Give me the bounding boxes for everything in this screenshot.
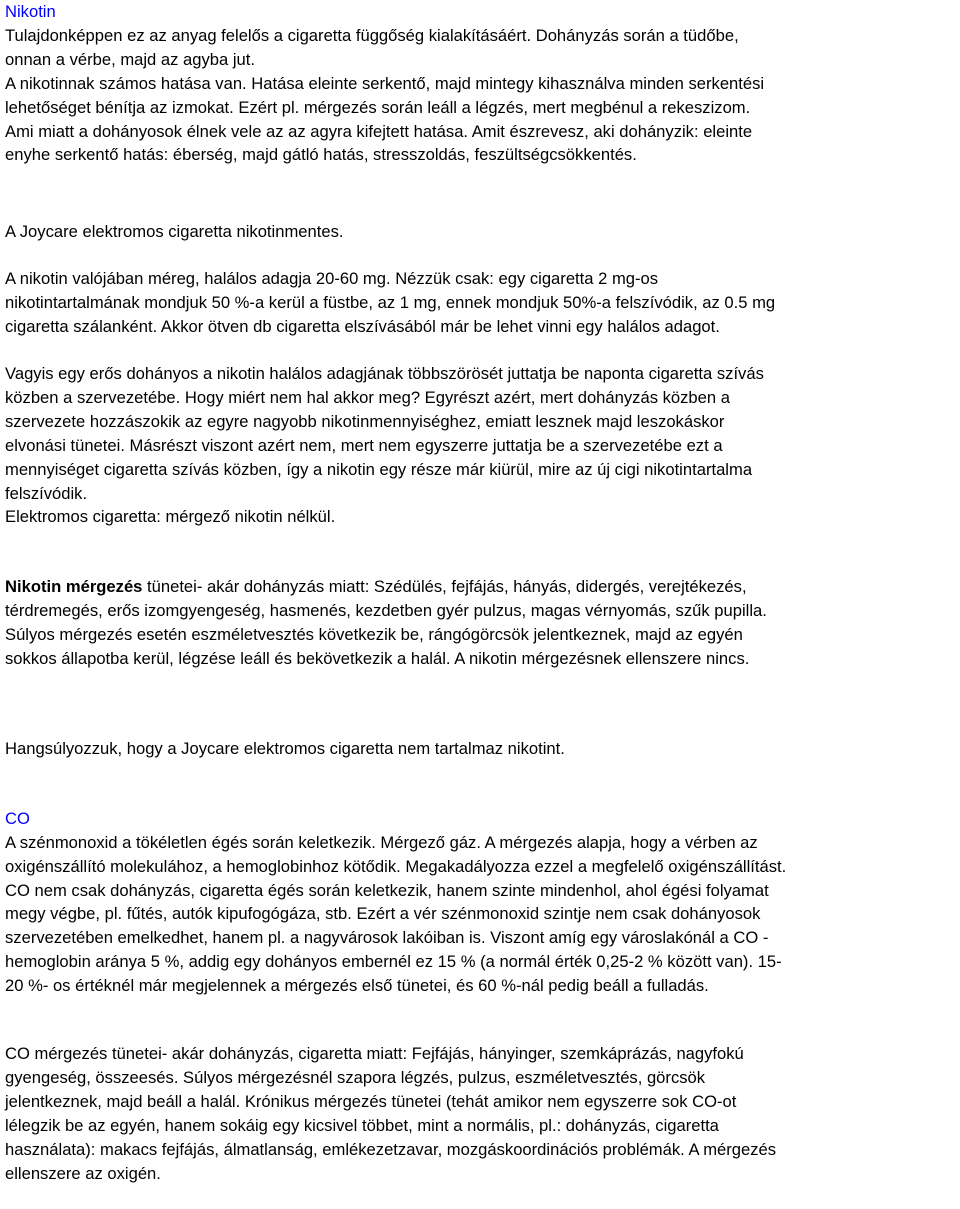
paragraph-eros-dohanyos bbox=[5, 362, 960, 529]
text-line: jelentkeznek, majd beáll a halál. Krónikus mérgezés tünetei (tehát amikor nem egyszerre sok CO-ot bbox=[5, 1091, 737, 1111]
text-line: ellenszere az oxigén. bbox=[5, 1163, 161, 1183]
text-line: Ami miatt a dohányosok élnek vele az az agyra kifejtett hatása. Amit észrevesz, aki dohányzik: eleinte bbox=[5, 121, 753, 141]
text-line: A nikotin valójában méreg, halálos adagja 20-60 mg. Nézzük csak: egy cigaretta 2 mg-os bbox=[5, 269, 659, 289]
text-line: szervezetében emelkedhet, hanem pl. a nagyvárosok lakóiban is. Viszont amíg egy városlakónál a CO - bbox=[5, 928, 769, 948]
text-line: közben a szervezetébe. Hogy miért nem hal akkor meg? Egyrészt azért, mert dohányzás közben a bbox=[5, 387, 730, 407]
bold-term: Nikotin mérgezés bbox=[5, 577, 143, 597]
text-line: A nikotinnak számos hatása van. Hatása eleinte serkentő, majd mintegy kihasználva minden serkentési bbox=[5, 73, 765, 93]
text-line: Hangsúlyozzuk, hogy a Joycare elektromos cigaretta nem tartalmaz nikotint. bbox=[5, 738, 565, 758]
paragraph-nikotin-intro bbox=[5, 24, 960, 167]
text-line: használata): makacs fejfájás, álmatlanság, emlékezetzavar, mozgáskoordinációs problémák. A mérgezés bbox=[5, 1139, 777, 1159]
paragraph-hangsulyozzuk bbox=[5, 737, 960, 761]
text-line: Elektromos cigaretta: mérgező nikotin nélkül. bbox=[5, 507, 336, 527]
text-line bbox=[5, 575, 960, 599]
text-line: felszívódik. bbox=[5, 483, 88, 503]
text-line: CO nem csak dohányzás, cigaretta égés során keletkezik, hanem szinte mindenhol, ahol égési folyamat bbox=[5, 880, 769, 900]
text-line: gyengeség, összeesés. Súlyos mérgezésnél szapora légzés, pulzus, eszméletvesztés, görcsök bbox=[5, 1068, 706, 1087]
text-line: lélegzik be az egyén, hanem sokáig egy kicsivel többet, mint a normális, pl.: dohányzás, cigaretta bbox=[5, 1115, 719, 1135]
text-line: Súlyos mérgezés esetén eszméletvesztés következik be, rángógörcsök jelentkeznek, majd az egyén bbox=[5, 625, 743, 645]
text-line: oxigénszállító molekulához, a hemoglobinhoz kötődik. Megakadályozza ezzel a megfelelő oxigénszállítást. bbox=[5, 856, 787, 876]
text-line: nikotintartalmának mondjuk 50 %-a kerül a füstbe, az 1 mg, ennek mondjuk 50%-a felszívódik, az 0.5 mg bbox=[5, 293, 776, 313]
text-line: CO mérgezés tünetei- akár dohányzás, cigaretta miatt: Fejfájás, hányinger, szemkáprázás, nagyfokú bbox=[5, 1044, 744, 1064]
text-line: A Joycare elektromos cigaretta nikotinmentes. bbox=[5, 222, 344, 242]
text-fragment: tünetei- akár dohányzás miatt: Szédülés, fejfájás, hányás, didergés, verejtékezés, bbox=[142, 577, 747, 597]
co-heading: CO bbox=[5, 808, 30, 828]
text-line: térdremegés, erős izomgyengeség, hasmenés, kezdetben gyér pulzus, magas vérnyomás, szűk pupilla. bbox=[5, 601, 767, 621]
paragraph-co-mergezes bbox=[5, 1042, 960, 1185]
text-line: Tulajdonképpen ez az anyag felelős a cigaretta függőség kialakításáért. Dohányzás során a tüdőbe, bbox=[5, 25, 739, 45]
text-line: sokkos állapotba kerül, légzése leáll és bekövetkezik a halál. A nikotin mérgezésnek ellenszere nincs. bbox=[5, 649, 750, 669]
text-line: mennyiséget cigaretta szívás közben, így a nikotin egy része már kiürül, mire az új cigi nikotintartalma bbox=[5, 459, 753, 479]
text-line: szervezete hozzászokik az egyre nagyobb nikotinmennyiséghez, emiatt lesznek majd leszokáskor bbox=[5, 411, 725, 431]
text-line: onnan a vérbe, majd az agyba jut. bbox=[5, 49, 255, 69]
text-line: megy végbe, pl. fűtés, autók kipufogógáza, stb. Ezért a vér szénmonoxid szintje nem csak dohányosok bbox=[5, 904, 761, 924]
nikotin-heading: Nikotin bbox=[5, 2, 56, 21]
text-line: lehetőséget bénítja az izmokat. Ezért pl. mérgezés során leáll a légzés, mert megbénul a rekeszizom. bbox=[5, 97, 751, 117]
text-line: A szénmonoxid a tökéletlen égés során keletkezik. Mérgező gáz. A mérgezés alapja, hogy a vérben az bbox=[5, 832, 758, 852]
section-co bbox=[5, 807, 960, 998]
text-line: Vagyis egy erős dohányos a nikotin halálos adagjának többszörösét juttatja be naponta cigaretta szívás bbox=[5, 363, 764, 383]
text-line: enyhe serkentő hatás: éberség, majd gátló hatás, stresszoldás, feszültségcsökkentés. bbox=[5, 145, 637, 165]
text-line: cigaretta szálanként. Akkor ötven db cigaretta elszívásából már be lehet vinni egy halálos adagot. bbox=[5, 317, 720, 337]
text-line: hemoglobin aránya 5 %, addig egy dohányos embernél ez 15 % (a normál érték 0,25-2 % között van). 15- bbox=[5, 952, 782, 972]
section-nikotin bbox=[5, 0, 960, 167]
text-line: 20 %- os értéknél már megjelennek a mérgezés első tünetei, és 60 %-nál pedig beáll a fulladás. bbox=[5, 976, 709, 996]
paragraph-nikotinmentes bbox=[5, 220, 960, 244]
paragraph-mereg bbox=[5, 267, 960, 339]
paragraph-nikotin-mergezes bbox=[5, 575, 960, 671]
text-line: elvonási tünetei. Másrészt viszont azért nem, mert nem egyszerre juttatja be a szervezetébe ezt a bbox=[5, 435, 723, 455]
paragraph-co-intro bbox=[5, 831, 960, 998]
